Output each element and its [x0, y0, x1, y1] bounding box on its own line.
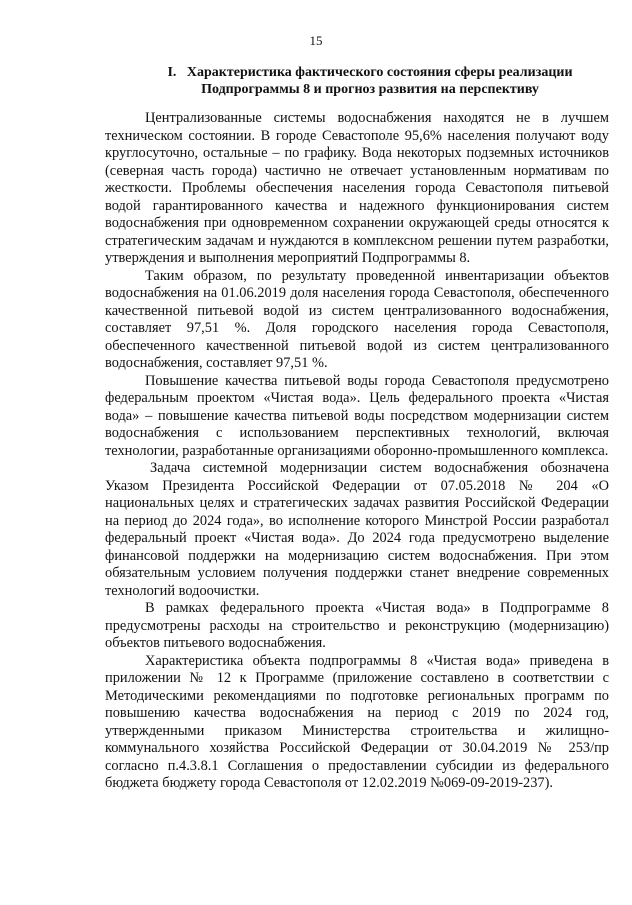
section-heading-line-1: I. Характеристика фактического состояния сферы реализации: [167, 65, 573, 80]
document-body: [105, 110, 609, 793]
section-heading: [120, 64, 620, 98]
paragraph-3: Повышение качества питьевой воды города Севастополя предусмотрено федеральным проектом «Чистая вода». Цель федерального проекта «Чистая вода» – повышение качества питьевой воды посредством модернизации систем водоснабжения с использованием перспективных технологий, включая технологии, разработанные организациями оборонно-промышленного комплекса.: [105, 372, 609, 459]
paragraph-1: Централизованные системы водоснабжения находятся не в лучшем техническом состоянии. В городе Севастополе 95,6% населения получают воду круглосуточно, остальные – по графику. Вода некоторых подземных источников (северная часть города) частично не отвечает установленным нормативам по жесткости. Проблемы обеспечения населения города Севастополя питьевой водой гарантированного качества и надежного функционирования систем водоснабжения при одновременном сохранении окружающей среды относятся к стратегическим задачам и нуждаются в комплексном решении путем разработки, утверждения и выполнения мероприятий Подпрограммы 8.: [105, 110, 609, 266]
page-number: 15: [309, 33, 323, 48]
paragraph-2: Таким образом, по результату проведенной инвентаризации объектов водоснабжения на 01.06.2019 доля населения города Севастополя, обеспеченного качественной питьевой водой из систем централизованного водоснабжения, составляет 97,51 %. Доля городского населения города Севастополя, обеспеченного качественной питьевой водой из систем централизованного водоснабжения, составляет 97,51 %.: [105, 267, 609, 371]
paragraph-6: Характеристика объекта подпрограммы 8 «Чистая вода» приведена в приложении № 12 к Программе (приложение составлено в соответствии с Методическими рекомендациями по подготовке региональных программ по повышению качества водоснабжения на период с 2019 по 2024 год, утвержденными приказом Министерства строительства и жилищно-коммунального хозяйства Российской Федерации от 30.04.2019 № 253/пр согласно п.4.3.8.1 Соглашения о предоставлении субсидии из федерального бюджета бюджету города Севастополя от 12.02.2019 №069-09-2019-237).: [105, 652, 609, 791]
paragraph-5: В рамках федерального проекта «Чистая вода» в Подпрограмме 8 предусмотрены расходы на строительство и реконструкцию (модернизацию) объектов питьевого водоснабжения.: [105, 600, 609, 651]
section-heading-line-2: Подпрограммы 8 и прогноз развития на перспективу: [201, 82, 539, 97]
paragraph-4: Задача системной модернизации систем водоснабжения обозначена Указом Президента Российской Федерации от 07.05.2018 № 204 «О национальных целях и стратегических задачах развития Российской Федерации на период до 2024 года», во исполнение которого Минстрой России разработал федеральный проект «Чистая вода». До 2024 года предусмотрено выделение финансовой поддержки на модернизацию систем водоснабжения. При этом обязательным условием получения поддержки станет внедрение современных технологий водоочистки.: [105, 460, 609, 599]
